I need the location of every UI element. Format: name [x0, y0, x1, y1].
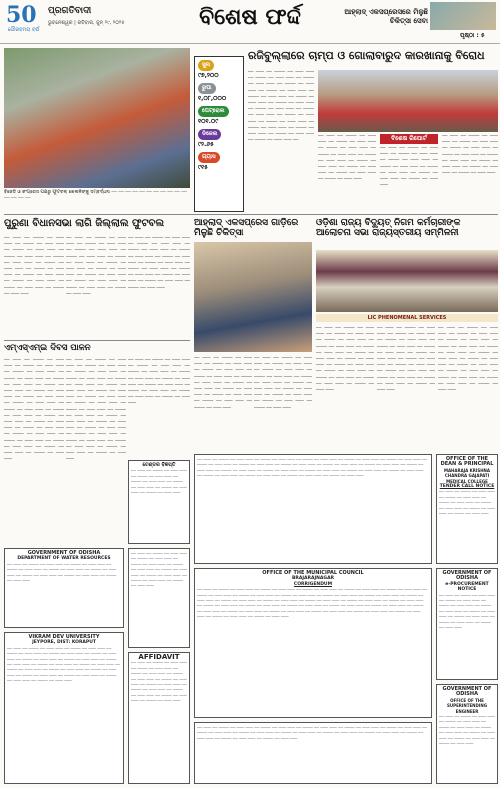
ad-subtitle: JEYPORE, DIST: KORAPUT: [32, 640, 96, 646]
rate-row: [198, 152, 240, 172]
rates-list: [198, 60, 240, 172]
rate-label: ରୁପା: [198, 83, 216, 94]
notice-ad[interactable]: ── ─── ── ──── ── ─── ─── ── ──── ── ─── ─── ── ──── ── ─── ─── ── ──── ── ─── ─── ── ──── ── ─── ─── ── ──── ── ─── ─── ── ──── ── ─── ─── ── ──── ── ─── ───: [128, 548, 190, 648]
section-title: ବିଶେଷ ଫର୍ଦ୍ଦ: [199, 5, 301, 30]
page-number: ପୃଷ୍ଠା : ୫: [460, 32, 485, 39]
story-column: ── ─── ── ──── ── ─── ─── ── ──── ── ─── ─── ── ──── ── ─── ─── ── ──── ── ─── ─── ── ──── ── ─── ─── ── ──── ── ─── ─── ── ──── ── ─── ─── ── ──── ── ─── ─── ── ──── ── ─── ─── ── ──── ── ─── ─── ── ──── ── ─── ─── ── ──── ── ─── ─── ── ──── ── ─── ─── ── ──── ── ─── ─── ── ──── ── ─── ─── ── ──── ── ─── ─── ── ──── ── ─── ─── ── ──── ── ─── ─── ── ──── ── ─── ───: [4, 358, 64, 463]
water-resources-ad[interactable]: GOVERNMENT OF ODISHA DEPARTMENT OF WATER RESOURCES ── ─── ── ──── ── ─── ─── ── ──── ── ─── ─── ── ──── ── ─── ─── ── ──── ── ─── ─── ── ──── ── ─── ─── ── ──── ── ─── ─── ── ──── ── ─── ─── ── ──── ── ─── ───: [4, 548, 124, 628]
rate-label: ଡିଜେଲ: [198, 129, 221, 140]
story-column: ── ─── ── ──── ── ─── ─── ── ──── ── ─── ─── ── ──── ── ─── ─── ── ──── ── ─── ─── ── ──── ── ─── ─── ── ──── ── ─── ─── ── ──── ── ─── ─── ── ──── ── ─── ─── ── ──── ── ─── ─── ── ──── ── ─── ─── ── ──── ── ─── ─── ── ──── ── ─── ───: [377, 326, 435, 394]
logo-subtitle: ଗୌରବମୟ ବର୍ଷ: [8, 27, 40, 33]
rate-value: ୧୦୧.୦୯: [198, 118, 219, 125]
rate-row: [198, 60, 240, 80]
ad-title: OFFICE OF THE MUNICIPAL COUNCIL: [262, 570, 364, 576]
story-headline-football[interactable]: ପୁରୁଣା ବିଧାନସଭା ଲାଗି ଜିଲ୍ଲାଲ ଫୁଟବଲ: [4, 218, 165, 229]
odia-notice-ad[interactable]: ── ─── ── ──── ── ─── ─── ── ──── ── ─── ─── ── ──── ── ─── ─── ── ──── ── ─── ─── ── ──── ── ─── ─── ── ──── ── ─── ─── ── ──── ── ─── ─── ── ──── ── ─── ─── ── ──── ── ─── ─── ── ──── ── ─── ─── ── ──── ── ─── ─── ── ──── ── ─── ─── ── ──── ── ─── ───: [194, 722, 432, 784]
rate-row: [198, 83, 240, 103]
affidavit-ad[interactable]: AFFIDAVIT ── ─── ── ──── ── ─── ─── ── ──── ── ─── ─── ── ──── ── ─── ─── ── ──── ── ─── ─── ── ──── ── ─── ─── ── ──── ── ─── ─── ── ──── ── ─── ─── ── ──── ── ─── ─── ── ──── ── ─── ─── ── ──── ── ─── ───: [128, 652, 190, 784]
ad-notice: CORRIGENDUM: [293, 581, 333, 587]
university-ad[interactable]: VIKRAM DEV UNIVERSITY JEYPORE, DIST: KORAPUT ── ─── ── ──── ── ─── ─── ── ──── ── ─── ─── ── ──── ── ─── ─── ── ──── ── ─── ─── ── ──── ── ─── ─── ── ──── ── ─── ─── ── ──── ── ─── ─── ── ──── ── ─── ─── ── ──── ── ─── ─── ── ──── ── ─── ─── ── ──── ── ─── ─── ── ──── ── ─── ─── ── ──── ── ─── ─── ── ──── ── ─── ─── ── ──── ── ─── ─── ── ──── ── ─── ─── ── ──── ── ─── ───: [4, 632, 124, 784]
story-column: ── ─── ── ──── ── ─── ─── ── ──── ── ─── ─── ── ──── ── ─── ─── ── ──── ── ─── ─── ── ──── ── ─── ─── ── ──── ── ─── ─── ── ──── ── ─── ─── ── ──── ── ─── ─── ── ──── ── ─── ───: [318, 134, 376, 183]
story-column: ── ─── ── ──── ── ─── ─── ── ──── ── ─── ─── ── ──── ── ─── ─── ── ──── ── ─── ─── ── ──── ── ─── ─── ── ──── ── ─── ─── ── ──── ── ─── ─── ── ──── ── ─── ─── ── ──── ── ─── ─── ── ──── ── ─── ─── ── ──── ── ─── ─── ── ──── ── ─── ─── ── ──── ── ─── ─── ── ──── ── ─── ─── ── ──── ── ─── ─── ── ──── ── ─── ─── ── ──── ── ─── ─── ── ──── ── ─── ─── ── ──── ── ─── ───: [66, 358, 126, 463]
ad-title: GOVERNMENT OF ODISHA: [442, 686, 492, 698]
top-story-teaser[interactable]: ଆହ୍ଲାଦ୍ ଏକସପ୍ରେସରେ ମିଳୁଛି ଚିକିତ୍ସା ସେବା: [344, 8, 428, 25]
ad-subtitle: DEPARTMENT OF WATER RESOURCES: [17, 556, 111, 562]
ad-title: VIKRAM DEV UNIVERSITY: [28, 634, 100, 640]
meeting-photo: [316, 250, 498, 312]
protest-photo: [318, 70, 498, 132]
ad-notice: TENDER CALL NOTICE: [439, 484, 495, 490]
story-column: ── ─── ── ──── ── ─── ─── ── ──── ── ─── ─── ── ──── ── ─── ─── ── ──── ── ─── ─── ── ──── ── ─── ─── ── ──── ── ─── ─── ── ──── ── ─── ─── ── ──── ── ─── ─── ── ──── ── ─── ─── ── ──── ── ─── ─── ── ──── ── ─── ───: [66, 236, 126, 297]
ad-title: GOVERNMENT OF ODISHA: [27, 550, 101, 556]
event-banner: LIC PHENOMENAL SERVICES: [316, 314, 498, 322]
story-column: ── ─── ── ──── ── ─── ─── ── ──── ── ─── ─── ── ──── ── ─── ─── ── ──── ── ─── ─── ── ──── ── ─── ─── ── ──── ── ─── ─── ── ──── ── ─── ─── ── ──── ── ─── ───: [442, 134, 498, 177]
superintending-engineer-ad[interactable]: GOVERNMENT OF ODISHA OFFICE OF THE SUPERINTENDING ENGINEER ── ─── ── ──── ── ─── ─── ── ──── ── ─── ─── ── ──── ── ─── ─── ── ──── ── ─── ─── ── ──── ── ─── ─── ── ──── ── ─── ─── ── ──── ── ─── ───: [436, 684, 498, 784]
story-column: ── ─── ── ──── ── ─── ─── ── ──── ── ─── ─── ── ──── ── ─── ─── ── ──── ── ─── ─── ── ──── ── ─── ─── ── ──── ── ─── ─── ── ──── ── ─── ─── ── ──── ── ─── ─── ── ──── ── ─── ─── ── ──── ── ─── ─── ── ──── ── ─── ───: [128, 236, 190, 291]
ad-subtitle: MAHARAJA KRISHNA CHANDRA GAJAPATI MEDICAL COLLEGE: [443, 467, 490, 484]
football-players-photo: [4, 48, 190, 188]
top-story-image[interactable]: [430, 2, 496, 30]
story-headline-protest[interactable]: ରଜିବୁଲ୍ଲାରେ ଚାମ୍ପ ଓ ଗୋଲାବାରୁଦ କାରଖାନାକୁ ବିରୋଧ: [248, 49, 485, 62]
rate-value: ୯୨.୬୫: [198, 141, 214, 148]
ad-subtitle: e-PROCUREMENT NOTICE: [445, 581, 489, 593]
story-column: ── ─── ── ──── ── ─── ─── ── ──── ── ─── ─── ── ──── ── ─── ─── ── ──── ── ─── ─── ── ──── ── ─── ─── ── ──── ── ─── ─── ── ──── ── ─── ─── ── ──── ── ─── ─── ── ──── ── ─── ─── ── ──── ── ─── ───: [194, 356, 252, 411]
dateline: ଭୁବନେଶ୍ୱର | ରବିବାର, ଜୁନ୍ ୨୯, ୨୦୨୫: [48, 20, 125, 26]
divider: [4, 340, 190, 341]
medical-college-ad[interactable]: OFFICE OF THE DEAN & PRINCIPAL MAHARAJA KRISHNA CHANDRA GAJAPATI MEDICAL COLLEGE TENDER CALL NOTICE ── ─── ── ──── ── ─── ─── ── ──── ── ─── ─── ── ──── ── ─── ─── ── ──── ── ─── ─── ── ──── ── ─── ─── ── ──── ── ─── ───: [436, 454, 498, 564]
rates-box: [194, 56, 244, 212]
story-headline-electricity[interactable]: ଓଡ଼ିଶା ରାଜ୍ୟ ବିଦ୍ୟୁତ୍ ନିଗମ କର୍ମଚାରୀଙ୍କ ଆଲୋଚନା ସଭା ରାଜ୍ୟସ୍ତରୀୟ ସମ୍ମିଳନୀ: [316, 218, 461, 239]
story-headline-msme[interactable]: ଏମ୍‌ଏସ୍‌ଏମ୍‌ଇ ଦିବସ ପାଳନ: [4, 343, 91, 353]
photo-caption: ବିଜେଡି ଓ କଂଗ୍ରେସ ପକ୍ଷରୁ ଫୁଟବଲ୍ ଖେଳାଳିଙ୍କୁ ସମ୍ବର୍ଦ୍ଧନା ── ── ── ── ── ── ── ── ── ── ── ── ── ── ──: [4, 190, 187, 201]
brand-name: ପ୍ରଗତିବାଦୀ: [48, 6, 92, 16]
divider: [4, 214, 498, 215]
ad-title: GOVERNMENT OF ODISHA: [442, 570, 492, 582]
eprocurement-ad[interactable]: GOVERNMENT OF ODISHA e-PROCUREMENT NOTICE ── ─── ── ──── ── ─── ─── ── ──── ── ─── ─── ── ──── ── ─── ─── ── ──── ── ─── ─── ── ──── ── ─── ─── ── ──── ── ─── ─── ── ──── ── ─── ─── ── ──── ── ─── ───: [436, 568, 498, 680]
rate-label: ସୁନା: [198, 60, 214, 71]
story-column: ── ─── ── ──── ── ─── ─── ── ──── ── ─── ─── ── ──── ── ─── ─── ── ──── ── ─── ─── ── ──── ── ─── ─── ── ──── ── ─── ─── ── ──── ── ─── ─── ── ──── ── ─── ─── ── ──── ── ─── ─── ── ──── ── ─── ─── ── ──── ── ─── ───: [4, 236, 64, 297]
rate-row: [198, 129, 240, 149]
rate-value: ୯୭,୨୦୦: [198, 72, 219, 79]
anniversary-logo: 50: [6, 2, 37, 28]
rate-label: ଗ୍ୟାସ: [198, 152, 220, 163]
story-column: ── ─── ── ──── ── ─── ─── ── ──── ── ─── ─── ── ──── ── ─── ─── ── ──── ── ─── ─── ── ──── ── ─── ─── ── ──── ── ─── ─── ── ──── ── ─── ─── ── ──── ── ─── ─── ── ──── ── ─── ─── ── ──── ── ─── ───: [254, 356, 312, 411]
rate-value: ୧,୦୮,୦୦୦: [198, 95, 227, 102]
story-column: ── ─── ── ──── ── ─── ─── ── ──── ── ─── ─── ── ──── ── ─── ─── ── ──── ── ─── ─── ── ──── ── ─── ─── ── ──── ── ─── ─── ── ──── ── ─── ─── ── ──── ── ─── ─── ── ──── ── ─── ───: [128, 358, 190, 407]
municipal-council-ad[interactable]: OFFICE OF THE MUNICIPAL COUNCIL BRAJARAJNAGAR CORRIGENDUM ── ─── ── ──── ── ─── ─── ── ──── ── ─── ─── ── ──── ── ─── ─── ── ──── ── ─── ─── ── ──── ── ─── ─── ── ──── ── ─── ─── ── ──── ── ─── ─── ── ──── ── ─── ─── ── ──── ── ─── ─── ── ──── ── ─── ─── ── ──── ── ─── ─── ── ──── ── ─── ─── ── ──── ── ─── ─── ── ──── ── ─── ─── ── ──── ── ─── ─── ── ──── ── ─── ─── ── ──── ── ─── ─── ── ──── ── ─── ─── ── ──── ── ─── ─── ── ──── ── ─── ─── ── ──── ── ─── ─── ── ──── ── ─── ─── ── ──── ── ─── ─── ── ──── ── ─── ─── ── ──── ── ─── ─── ── ──── ── ─── ─── ── ──── ── ─── ─── ── ──── ── ─── ─── ── ──── ── ─── ───: [194, 568, 432, 718]
story-column: ── ─── ── ──── ── ─── ─── ── ──── ── ─── ─── ── ──── ── ─── ─── ── ──── ── ─── ─── ── ──── ── ─── ─── ── ──── ── ─── ─── ── ──── ── ─── ─── ── ──── ── ─── ─── ── ──── ── ─── ─── ── ──── ── ─── ─── ── ──── ── ─── ─── ── ──── ── ─── ───: [316, 326, 374, 394]
tender-ad-odia[interactable]: ଟେଣ୍ଡର ବିଜ୍ଞପ୍ତି ── ─── ── ──── ── ─── ─── ── ──── ── ─── ─── ── ──── ── ─── ─── ── ──── ── ─── ─── ── ──── ── ─── ─── ── ──── ── ─── ───: [128, 460, 190, 544]
story-column: ── ─── ── ──── ── ─── ─── ── ──── ── ─── ─── ── ──── ── ─── ─── ── ──── ── ─── ─── ── ──── ── ─── ─── ── ──── ── ─── ─── ── ──── ── ─── ─── ── ──── ── ─── ─── ── ──── ── ─── ─── ── ──── ── ─── ─── ── ──── ── ─── ─── ── ──── ── ─── ─── ── ──── ── ─── ─── ── ──── ── ─── ─── ── ──── ── ─── ─── ── ──── ── ─── ─── ──: [248, 70, 314, 144]
ad-subtitle: BRAJARAJNAGAR: [291, 576, 335, 582]
ad-title: ଟେଣ୍ଡର ବିଜ୍ଞପ୍ତି: [142, 462, 176, 468]
ad-title: OFFICE OF THE DEAN & PRINCIPAL: [440, 456, 494, 468]
story-column: ── ─── ── ──── ── ─── ─── ── ──── ── ─── ─── ── ──── ── ─── ─── ── ──── ── ─── ─── ── ──── ── ─── ─── ── ──── ── ─── ─── ── ──── ── ─── ─── ── ──── ── ─── ─── ── ──── ── ─── ─── ── ──── ── ─── ─── ── ──── ── ─── ─── ── ──── ── ─── ───: [438, 326, 498, 394]
odia-tender-notice[interactable]: ── ─── ── ──── ── ─── ─── ── ──── ── ─── ─── ── ──── ── ─── ─── ── ──── ── ─── ─── ── ──── ── ─── ─── ── ──── ── ─── ─── ── ──── ── ─── ─── ── ──── ── ─── ─── ── ──── ── ─── ─── ── ──── ── ─── ─── ── ──── ── ─── ─── ── ──── ── ─── ─── ── ──── ── ─── ─── ── ──── ── ─── ─── ── ──── ── ─── ─── ── ──── ── ─── ─── ── ──── ── ─── ─── ── ──── ── ─── ─── ── ──── ── ─── ─── ── ──── ── ─── ───: [194, 454, 432, 564]
ambulance-photo: [194, 242, 312, 352]
rate-value: ୯୧୫: [198, 164, 208, 171]
masthead: [0, 0, 500, 44]
ad-subtitle: OFFICE OF THE SUPERINTENDING ENGINEER: [447, 697, 487, 714]
special-report-tag: ବିଶେଷ ରିପୋର୍ଟ: [380, 134, 438, 144]
ad-title: AFFIDAVIT: [138, 653, 180, 661]
story-column: ── ─── ── ──── ── ─── ─── ── ──── ── ─── ─── ── ──── ── ─── ─── ── ──── ── ─── ─── ── ──── ── ─── ─── ── ──── ── ─── ─── ── ──── ── ─── ───: [380, 146, 438, 189]
rate-label: ପେଟ୍ରୋଲ: [198, 106, 229, 117]
story-headline-ambulance[interactable]: ଆହ୍ଲାଦ୍ ଏକସପ୍ରେସ ଗାଡ଼ିରେ ମିଳୁଛି ଚିକିତ୍ସା: [194, 218, 299, 239]
rate-row: [198, 106, 240, 126]
